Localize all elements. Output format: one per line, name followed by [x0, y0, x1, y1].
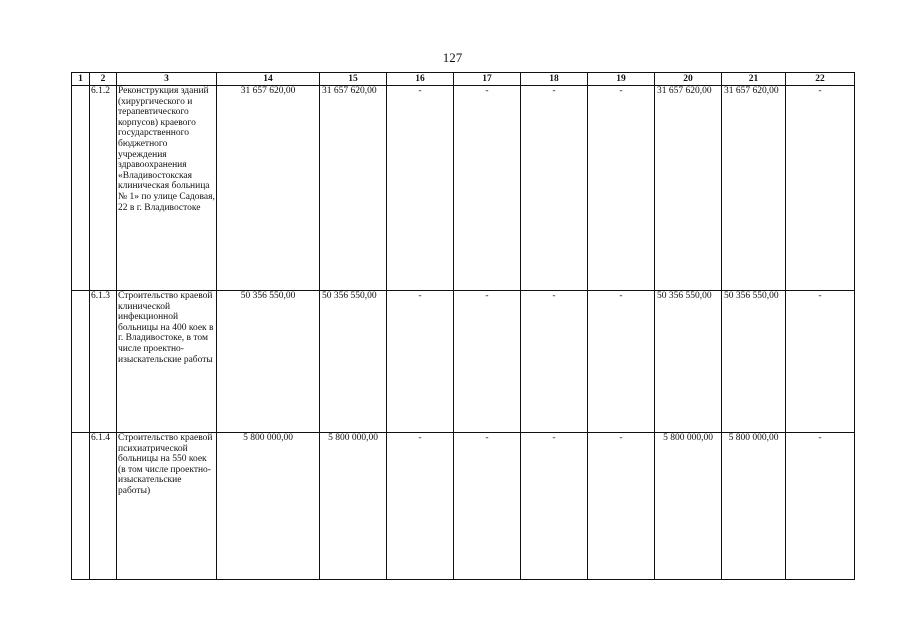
column-header-15: 15: [320, 73, 387, 86]
column-header-19: 19: [588, 73, 655, 86]
table-row: [72, 291, 855, 433]
row-col15-cell: 5 800 000,00: [320, 433, 387, 580]
row-name-cell: Реконструкция зданий (хирургического и терапевтического корпусов) краевого государственного бюджетного учреждения здравоохранения «Владивостокская клиническая больница № 1» по улице Садовая, 22 в г. Владивостоке: [117, 86, 217, 291]
row-col18-cell: -: [521, 86, 588, 291]
row-col22-cell: -: [786, 433, 855, 580]
row-col14-cell: 50 356 550,00: [217, 291, 320, 433]
row-code-cell: 6.1.3: [90, 291, 117, 433]
row-col17-cell: -: [454, 86, 521, 291]
row-col14-cell: 5 800 000,00: [217, 433, 320, 580]
row-col17-cell: -: [454, 433, 521, 580]
row-col20-cell: 5 800 000,00: [655, 433, 722, 580]
table-row: [72, 433, 855, 580]
row-col21-cell: 5 800 000,00: [722, 433, 786, 580]
column-header-1: 1: [72, 73, 90, 86]
row-col15-cell: 50 356 550,00: [320, 291, 387, 433]
row-col16-cell: -: [387, 291, 454, 433]
row-col16-cell: -: [387, 433, 454, 580]
row-col18-cell: -: [521, 433, 588, 580]
row-col21-cell: 50 356 550,00: [722, 291, 786, 433]
budget-table: [71, 72, 855, 580]
column-header-17: 17: [454, 73, 521, 86]
column-header-14: 14: [217, 73, 320, 86]
row-col1-cell: [72, 291, 90, 433]
column-header-3: 3: [117, 73, 217, 86]
row-col20-cell: 50 356 550,00: [655, 291, 722, 433]
row-col18-cell: -: [521, 291, 588, 433]
row-col20-cell: 31 657 620,00: [655, 86, 722, 291]
column-header-2: 2: [90, 73, 117, 86]
row-col17-cell: -: [454, 291, 521, 433]
row-col19-cell: -: [588, 291, 655, 433]
column-header-16: 16: [387, 73, 454, 86]
column-header-21: 21: [722, 73, 786, 86]
row-col16-cell: -: [387, 86, 454, 291]
column-header-18: 18: [521, 73, 588, 86]
row-col19-cell: -: [588, 433, 655, 580]
row-code-cell: 6.1.4: [90, 433, 117, 580]
header-row: [72, 73, 855, 86]
row-col1-cell: [72, 86, 90, 291]
column-header-22: 22: [786, 73, 855, 86]
row-col1-cell: [72, 433, 90, 580]
table-row: [72, 86, 855, 291]
row-name-cell: Строительство краевой психиатрической больницы на 550 коек (в том числе проектно-изыскательские работы): [117, 433, 217, 580]
row-code-cell: 6.1.2: [90, 86, 117, 291]
row-col15-cell: 31 657 620,00: [320, 86, 387, 291]
column-header-20: 20: [655, 73, 722, 86]
row-col19-cell: -: [588, 86, 655, 291]
page-number: 127: [442, 50, 463, 65]
row-col22-cell: -: [786, 291, 855, 433]
row-col14-cell: 31 657 620,00: [217, 86, 320, 291]
row-col22-cell: -: [786, 86, 855, 291]
row-name-cell: Строительство краевой клинической инфекционной больницы на 400 коек в г. Владивостоке, в том числе проектно-изыскательские работы: [117, 291, 217, 433]
row-col21-cell: 31 657 620,00: [722, 86, 786, 291]
